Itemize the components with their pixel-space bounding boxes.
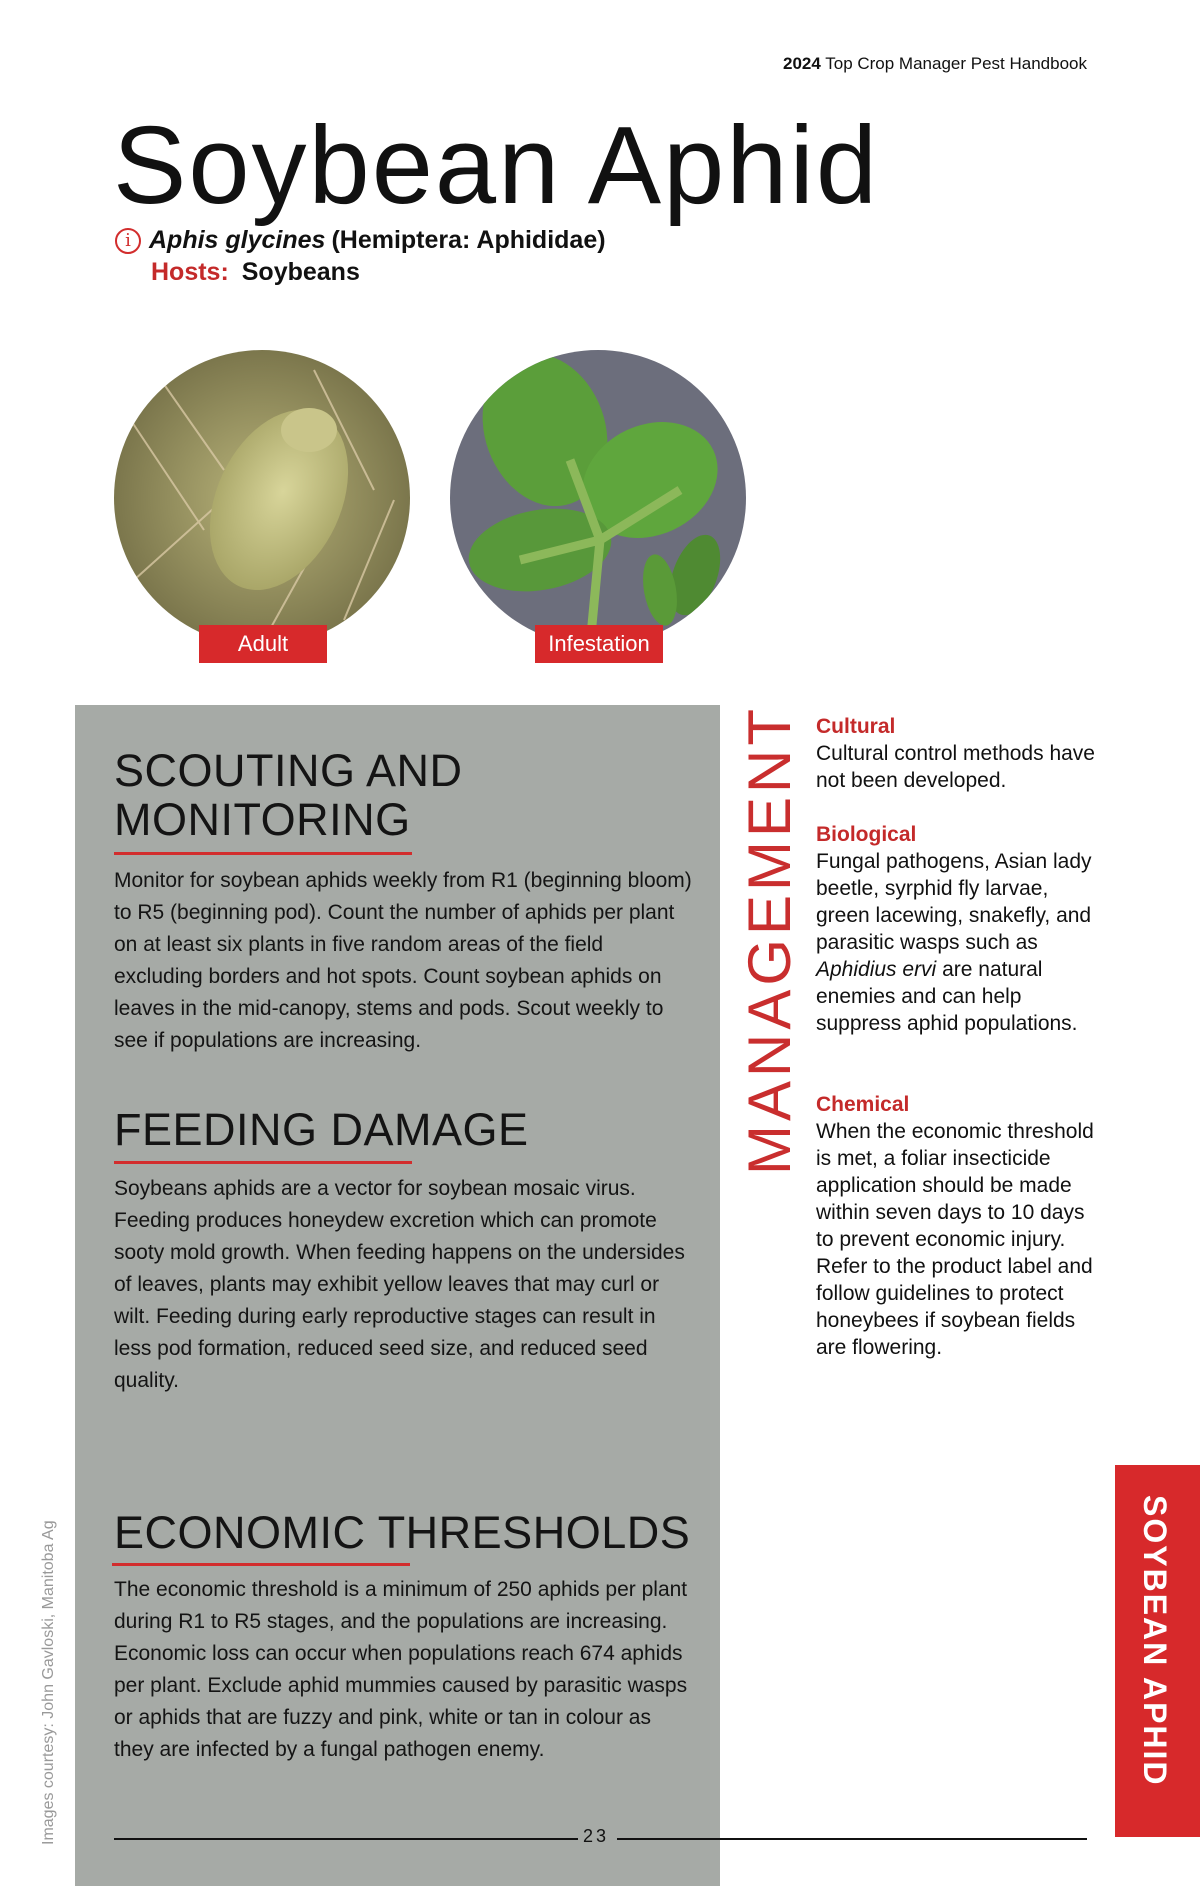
adult-photo: [114, 350, 410, 646]
side-tab-label: SOYBEAN APHID: [1137, 1495, 1173, 1787]
infestation-photo-label: Infestation: [535, 625, 663, 663]
footer-rule-left: [114, 1838, 578, 1840]
biological-body-end: are natural enemies and can help suppress aphid populations.: [816, 958, 1078, 1035]
biological-body-species: Aphidius ervi: [816, 958, 937, 981]
side-tab: [1115, 1465, 1200, 1837]
thresholds-body: The economic threshold is a minimum of 250 aphids per plant during R1 to R5 stages, and the populations are increasing. Economic loss can occur when populations reach 674 aphids per plant. Exclude aphid mummies caused by parasitic wasps or aphids that are fuzzy and pink, white or tan in colour as they are infected by a fungal pathogen enemy.: [114, 1578, 688, 1761]
header-year: 2024: [782, 54, 821, 73]
management-cultural: [816, 713, 1106, 794]
header-publication: Top Crop Manager Pest Handbook: [825, 54, 1087, 73]
feeding-heading: FEEDING DAMAGE: [114, 1104, 529, 1155]
publication-header: [783, 54, 1087, 74]
biological-body-start: Fungal pathogens, Asian lady beetle, syrphid fly larvae, green lacewing, snakefly, and parasitic wasps such as: [816, 850, 1092, 954]
biological-body: [816, 848, 1106, 1037]
footer-rule-right: [617, 1838, 1087, 1840]
scouting-heading: [114, 747, 463, 844]
management-chemical: [816, 1091, 1106, 1361]
page-title: Soybean Aphid: [113, 104, 880, 227]
adult-photo-label: Adult: [199, 625, 327, 663]
scouting-heading-line1: SCOUTING AND: [114, 745, 463, 796]
hosts-line: [151, 258, 360, 287]
hosts-label: Hosts:: [151, 258, 229, 286]
cultural-body: Cultural control methods have not been developed.: [816, 742, 1095, 792]
chemical-body: When the economic threshold is met, a foliar insecticide application should be made within seven days to 10 days to prevent economic injury. Refer to the product label and follow guidelines to protect honeybees if soybean fields are flowering.: [816, 1120, 1094, 1359]
scientific-name-line: [115, 226, 606, 255]
scientific-name: Aphis glycines: [149, 226, 326, 254]
feeding-body: Soybeans aphids are a vector for soybean mosaic virus. Feeding produces honeydew excretion which can promote sooty mold growth. When feeding happens on the undersides of leaves, plants may exhibit yellow leaves that may curl or wilt. Feeding during early reproductive stages can result in less pod formation, reduced seed size, and reduced seed quality.: [114, 1177, 685, 1392]
management-title: MANAGEMENT: [736, 704, 803, 1175]
scouting-underline: [114, 852, 412, 855]
page-number: 23: [583, 1826, 610, 1846]
infested-leaf-illustration: [450, 350, 746, 646]
adult-aphid-illustration: [114, 350, 410, 646]
management-biological: [816, 821, 1106, 1037]
cultural-heading: Cultural: [816, 715, 896, 738]
feeding-underline: [114, 1161, 412, 1164]
chemical-heading: Chemical: [816, 1093, 910, 1116]
thresholds-heading: ECONOMIC THRESHOLDS: [114, 1507, 691, 1558]
thresholds-underline: [112, 1563, 410, 1566]
infestation-photo: [450, 350, 746, 646]
classification: (Hemiptera: Aphididae): [331, 226, 606, 254]
info-icon: i: [115, 228, 141, 254]
image-credit: Images courtesy: John Gavloski, Manitoba Ag: [40, 1520, 57, 1845]
scouting-body: Monitor for soybean aphids weekly from R1 (beginning bloom) to R5 (beginning pod). Count the number of aphids per plant on at least six plants in five random areas of the field excluding borders and hot spots. Count soybean aphids on leaves in the mid-canopy, stems and pods. Scout weekly to see if populations are increasing.: [114, 869, 692, 1052]
hosts-value: Soybeans: [241, 258, 360, 286]
biological-heading: Biological: [816, 823, 917, 846]
scouting-heading-line2: MONITORING: [114, 793, 411, 845]
